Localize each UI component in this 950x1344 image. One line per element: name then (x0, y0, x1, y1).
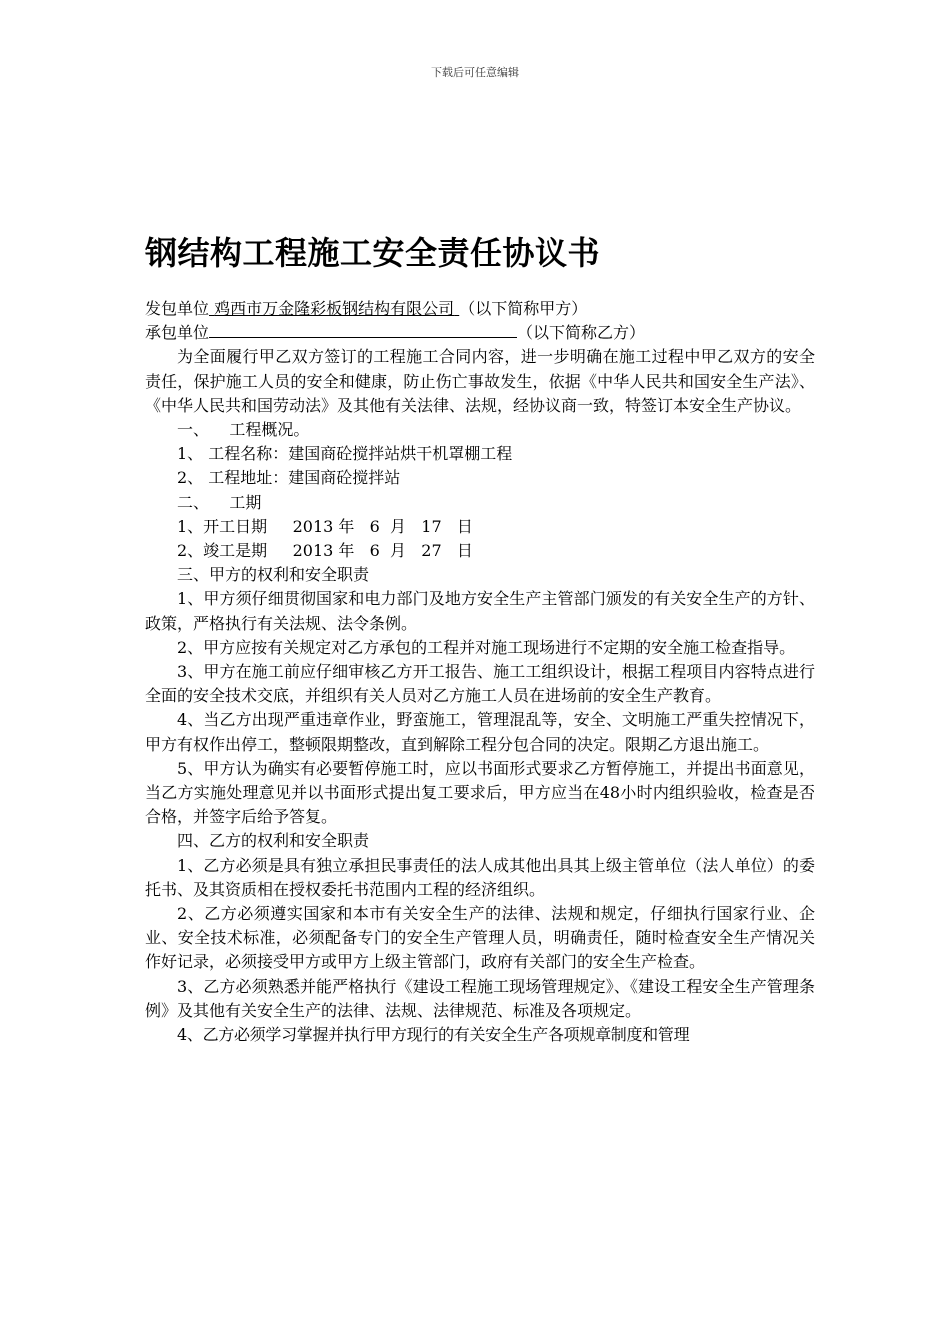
section3-paragraph: 5、甲方认为确实有必要暂停施工时，应以书面形式要求乙方暂停施工，并提出书面意见，当乙方实施处理意见并以书面形式提出复工要求后，甲方应当在48小时内组织验收，检查是否合格，并签字后给予答复。 (145, 758, 815, 827)
document-body (145, 297, 815, 1047)
section3-paragraph: 4、当乙方出现严重违章作业，野蛮施工，管理混乱等，安全、文明施工严重失控情况下，甲方有权作出停工，整顿限期整改，直到解除工程分包合同的决定。限期乙方退出施工。 (145, 710, 815, 754)
intro-paragraph: 为全面履行甲乙双方签订的工程施工合同内容，进一步明确在施工过程中甲乙双方的安全责任，保护施工人员的安全和健康，防止伤亡事故发生，依据《中华人民共和国安全生产法》、《中华人民共和国劳动法》及其他有关法律、法规，经协议商一致，特签订本安全生产协议。 (145, 347, 815, 415)
section2-item: 1、开工日期 2013 年 6 月 17 日 (177, 516, 473, 536)
section1-heading: 一、 工程概况。 (177, 420, 310, 440)
party-a-name: 鸡西市万金隆彩板钢结构有限公司 (214, 299, 455, 318)
section4-heading: 四、乙方的权利和安全职责 (177, 831, 370, 851)
section4-paragraph: 2、乙方必须遵实国家和本市有关安全生产的法律、法规和规定，仔细执行国家行业、企业、安全技术标准，必须配备专门的安全生产管理人员，明确责任，随时检查安全生产情况关作好记录，必须接受甲方或甲方上级主管部门，政府有关部门的安全生产检查。 (145, 904, 815, 972)
section4-paragraph: 1、乙方必须是具有独立承担民事责任的法人成其他出具其上级主管单位（法人单位）的委托书、及其资质相在授权委托书范围内工程的经济组织。 (145, 855, 815, 899)
section3-paragraph: 1、甲方须仔细贯彻国家和电力部门及地方安全生产主管部门颁发的有关安全生产的方针、政策，严格执行有关法规、法令条例。 (145, 589, 815, 633)
section3-paragraph: 3、甲方在施工前应仔细审核乙方开工报告、施工工组织设计，根据工程项目内容特点进行全面的安全技术交底，并组织有关人员对乙方施工人员在进场前的安全生产教育。 (145, 662, 815, 706)
section3-paragraph: 2、甲方应按有关规定对乙方承包的工程并对施工现场进行不定期的安全施工检查指导。 (177, 637, 796, 657)
party-b-line (145, 321, 815, 345)
party-b-suffix: （以下简称乙方） (517, 323, 646, 343)
section2-item: 2、竣工是期 2013 年 6 月 27 日 (177, 541, 473, 561)
header-note: 下载后可任意编辑 (431, 66, 519, 79)
document-title: 钢结构工程施工安全责任协议书 (145, 234, 601, 272)
section4-paragraph: 4、乙方必须学习掌握并执行甲方现行的有关安全生产各项规章制度和管理 (177, 1025, 690, 1045)
party-a-line (145, 297, 815, 321)
section2-heading: 二、 工期 (177, 492, 262, 512)
party-a-label: 发包单位 (145, 299, 210, 318)
party-a-suffix: （以下简称甲方） (459, 299, 588, 318)
section3-heading: 三、甲方的权利和安全职责 (177, 565, 370, 585)
section1-item: 2、 工程地址：建国商砼搅拌站 (177, 468, 401, 488)
section1-item: 1、 工程名称：建国商砼搅拌站烘干机罩棚工程 (177, 444, 513, 464)
party-b-blank (209, 321, 517, 338)
party-b-label: 承包单位 (145, 323, 210, 343)
section4-paragraph: 3、乙方必须熟悉并能严格执行《建设工程施工现场管理规定》、《建设工程安全生产管理条例》及其他有关安全生产的法律、法规、法律规范、标准及各项规定。 (145, 976, 815, 1020)
